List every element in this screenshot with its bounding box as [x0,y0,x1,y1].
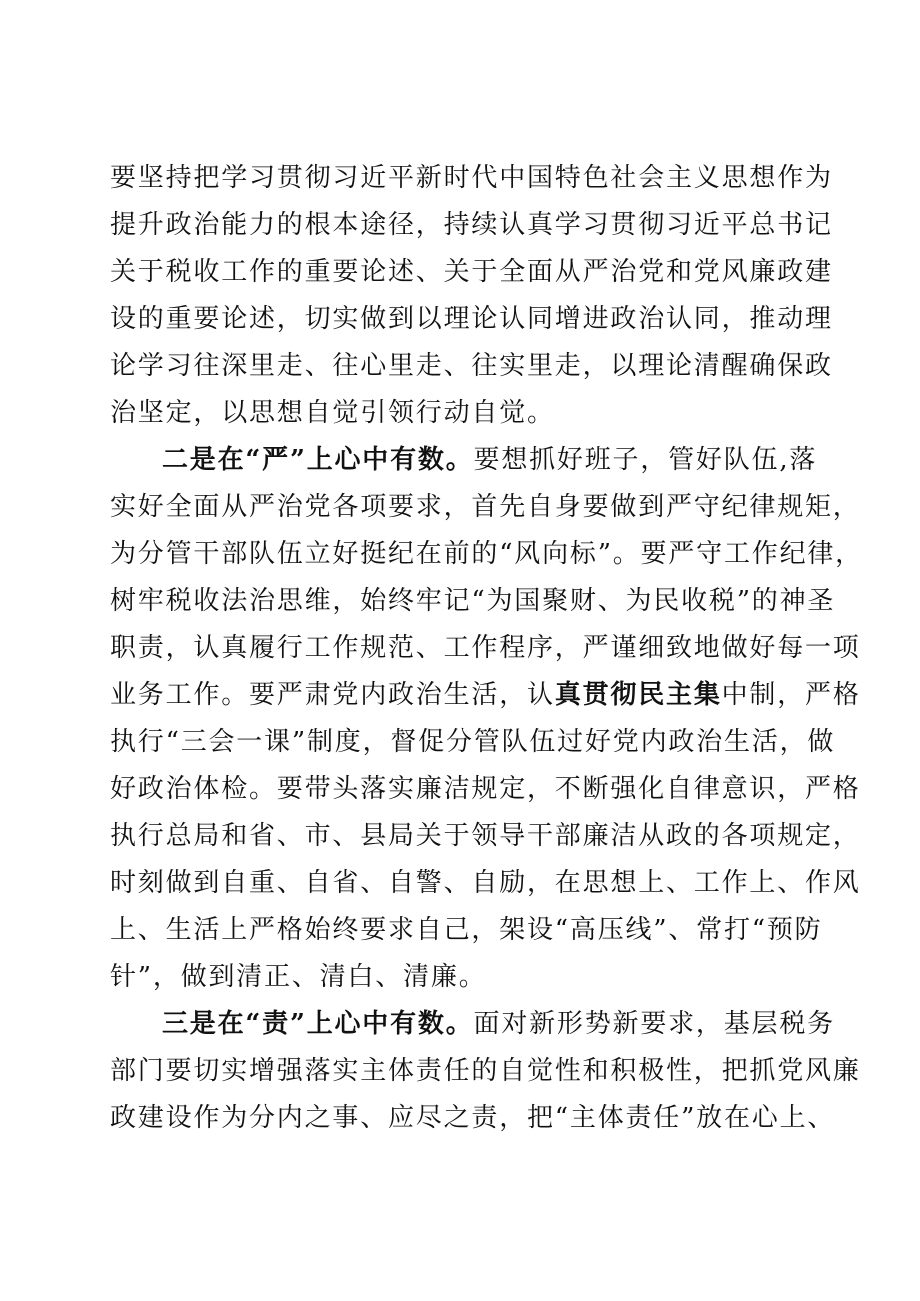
paragraph-2-line-6 [110,680,861,710]
paragraph-2-line-5: 职责，认真履行工作规范、工作程序，严谨细致地做好每一项 [110,633,861,663]
paragraph-2-line-4: 树牢税收法治思维，始终牢记“为国聚财、为民收税”的神圣 [110,586,836,616]
paragraph-3-line-1 [162,1009,835,1039]
paragraph-1-line-4: 设的重要论述，切实做到以理论认同增进政治认同，推动理 [110,304,833,334]
paragraph-3-heading: 三是在“责”上心中有数。 [162,1009,474,1039]
paragraph-3-intro: 面对新形势新要求，基层税务 [473,1009,835,1039]
paragraph-2-line-1 [162,445,817,475]
paragraph-2-line-8: 好政治体检。要带头落实廉洁规定，不断强化自律意识，严格 [110,774,861,804]
paragraph-2-line-6-start: 业务工作。要严肃党内政治生活，认 [110,680,555,710]
paragraph-2-line-10: 时刻做到自重、自省、自警、自励，在思想上、工作上、作风 [110,868,861,898]
paragraph-1-line-1: 要坚持把学习贯彻习近平新时代中国特色社会主义思想作为 [110,163,833,193]
paragraph-1-line-6: 治坚定，以思想自觉引领行动自觉。 [110,398,555,428]
paragraph-2-line-6-bold: 真贯彻民主集 [554,680,722,710]
paragraph-2-line-12: 针”，做到清正、清白、清廉。 [110,962,487,992]
paragraph-1-line-2: 提升政治能力的根本途径，持续认真学习贯彻习近平总书记 [110,210,833,240]
paragraph-1-line-5: 论学习往深里走、往心里走、往实里走，以理论清醒确保政 [110,351,833,381]
paragraph-2-line-9: 执行总局和省、市、县局关于领导干部廉洁从政的各项规定， [110,821,861,851]
paragraph-2-line-2: 实好全面从严治党各项要求，首先自身要做到严守纪律规矩， [110,492,861,522]
paragraph-2-heading: 二是在“严”上心中有数。 [162,445,474,475]
paragraph-2-line-11: 上、生活上严格始终要求自己，架设“高压线”、常打“预防 [110,915,823,945]
paragraph-2-line-7: 执行“三会一课”制度，督促分管队伍过好党内政治生活，做 [110,727,836,757]
paragraph-2-line-6-end: 中制，严格 [721,680,861,710]
paragraph-3-line-3: 政建设作为分内之事、应尽之责，把“主体责任”放在心上、 [110,1103,836,1133]
paragraph-1-line-3: 关于税收工作的重要论述、关于全面从严治党和党风廉政建 [110,257,833,287]
paragraph-2-intro: 要想抓好班子，管好队伍,落 [473,445,818,475]
paragraph-2-line-3: 为分管干部队伍立好挺纪在前的“风向标”。要严守工作纪律， [110,539,863,569]
paragraph-3-line-2: 部门要切实增强落实主体责任的自觉性和积极性，把抓党风廉 [110,1056,861,1086]
